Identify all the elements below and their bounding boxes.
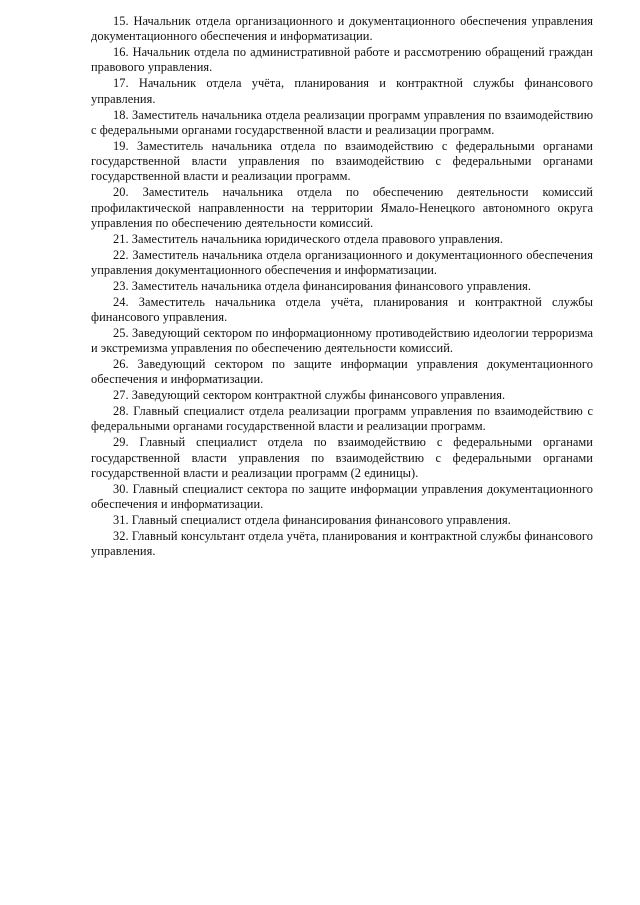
list-item: 16. Начальник отдела по административной работе и рассмотрению обращений граждан правового управления. <box>91 45 593 75</box>
list-item: 22. Заместитель начальника отдела организационного и документационного обеспечения управления документационного обеспечения и информатизации. <box>91 247 593 277</box>
list-item: 17. Начальник отдела учёта, планирования и контрактной службы финансового управления. <box>91 76 593 106</box>
list-item: 19. Заместитель начальника отдела по взаимодействию с федеральными органами государственной власти управления по взаимодействию с федеральными органами государственной власти и реализации программ. <box>91 138 593 184</box>
list-item: 18. Заместитель начальника отдела реализации программ управления по взаимодействию с федеральными органами государственной власти и реализации программ. <box>91 107 593 137</box>
document-page <box>91 14 593 560</box>
list-item: 31. Главный специалист отдела финансирования финансового управления. <box>113 513 511 527</box>
list-item: 26. Заведующий сектором по защите информации управления документационного обеспечения и информатизации. <box>91 357 593 387</box>
list-item: 20. Заместитель начальника отдела по обеспечению деятельности комиссий профилактической направленности на территории Ямало-Ненецкого автономного округа управления по обеспечению деятельности комиссий. <box>91 185 593 230</box>
list-item: 30. Главный специалист сектора по защите информации управления документационного обеспечения и информатизации. <box>91 481 593 512</box>
list-item: 28. Главный специалист отдела реализации программ управления по взаимодействию с федеральными органами государственной власти и реализации программ. <box>91 404 593 434</box>
list-item: 21. Заместитель начальника юридического отдела правового управления. <box>113 231 504 246</box>
list-item: 27. Заведующий сектором контрактной службы финансового управления. <box>113 388 506 403</box>
list-item: 29. Главный специалист отдела по взаимодействию с федеральными органами государственной власти управления по взаимодействию с федеральными органами государственной власти и реализации программ (2 единицы). <box>91 435 593 480</box>
list-item: 32. Главный консультант отдела учёта, планирования и контрактной службы финансового управления. <box>91 528 593 559</box>
list-item: 25. Заведующий сектором по информационному противодействию идеологии терроризма и экстремизма управления по обеспечению деятельности комиссий. <box>91 325 593 356</box>
list-item: 24. Заместитель начальника отдела учёта, планирования и контрактной службы финансового управления. <box>91 294 593 324</box>
list-item: 15. Начальник отдела организационного и документационного обеспечения управления документационного обеспечения и информатизации. <box>91 14 593 44</box>
list-item: 23. Заместитель начальника отдела финансирования финансового управления. <box>113 278 532 293</box>
